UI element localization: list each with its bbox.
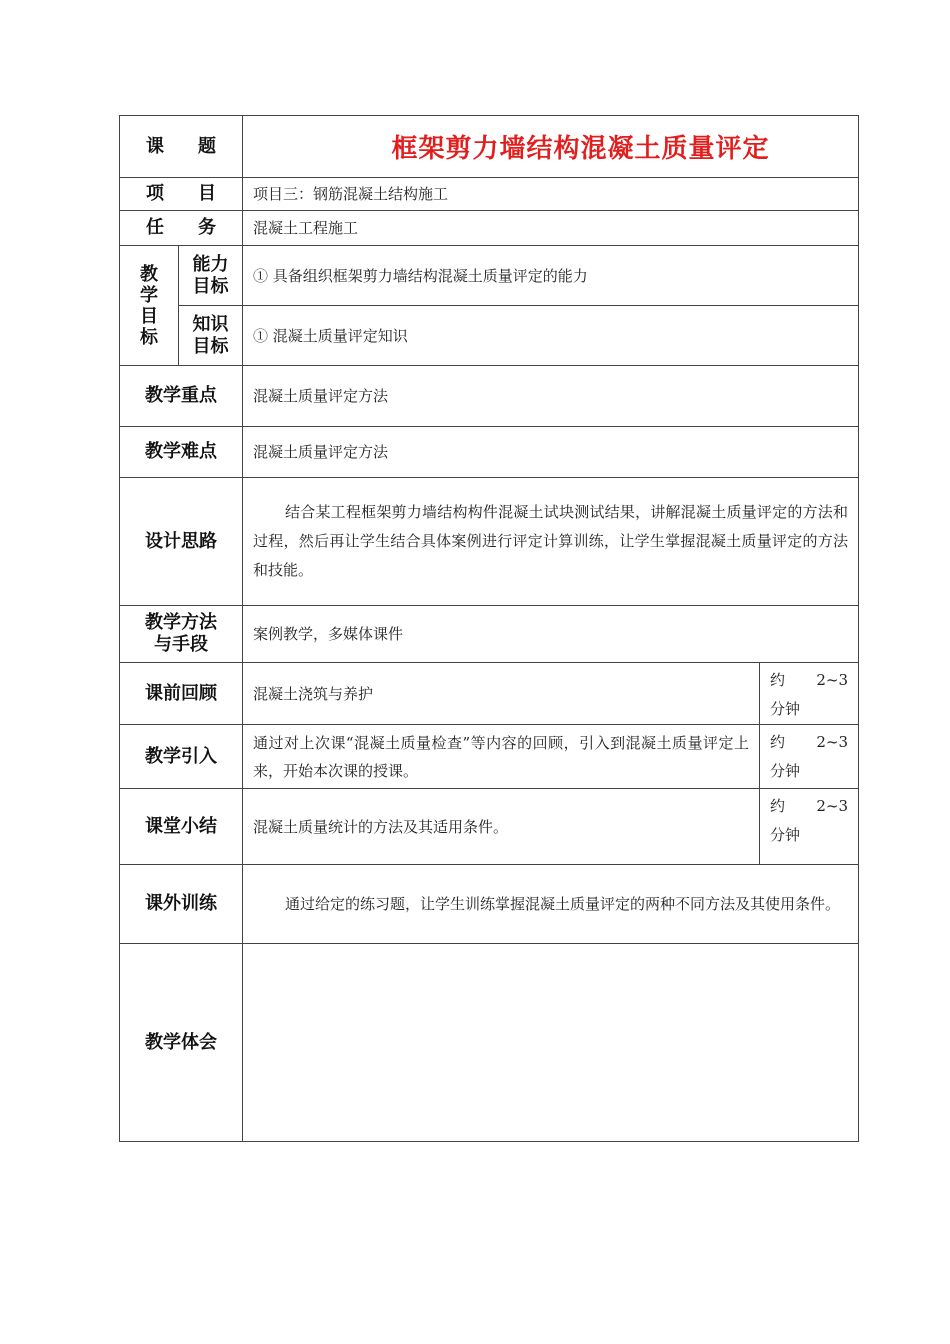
ability-objective-value: ① 具备组织框架剪力墙结构混凝土质量评定的能力 xyxy=(243,246,859,306)
lesson-title: 框架剪力墙结构混凝土质量评定 xyxy=(243,116,859,178)
row-task xyxy=(120,211,859,246)
project-value: 项目三：钢筋混凝土结构施工 xyxy=(243,178,859,211)
methods-label: 教学方法 与手段 xyxy=(120,606,243,663)
knowledge-objective-label: 知识 目标 xyxy=(179,306,243,366)
methods-value: 案例教学，多媒体课件 xyxy=(243,606,859,663)
reflection-value[interactable] xyxy=(243,944,859,1142)
key-points-value: 混凝土质量评定方法 xyxy=(243,366,859,427)
knowledge-objective-value: ① 混凝土质量评定知识 xyxy=(243,306,859,366)
summary-duration: 约 2~3 分钟 xyxy=(760,789,859,865)
difficulties-label: 教学难点 xyxy=(120,427,243,478)
row-difficulties xyxy=(120,427,859,478)
row-topic xyxy=(120,116,859,178)
intro-duration: 约 2~3 分钟 xyxy=(760,725,859,789)
row-ability-objective xyxy=(120,246,859,306)
row-project xyxy=(120,178,859,211)
row-knowledge-objective xyxy=(120,306,859,366)
row-reflection xyxy=(120,944,859,1142)
row-intro xyxy=(120,725,859,789)
project-label: 项 目 xyxy=(120,178,243,211)
key-points-label: 教学重点 xyxy=(120,366,243,427)
homework-value: 通过给定的练习题，让学生训练掌握混凝土质量评定的两种不同方法及其使用条件。 xyxy=(243,865,859,944)
intro-value: 通过对上次课“混凝土质量检查”等内容的回顾，引入到混凝土质量评定上来，开始本次课的授课。 xyxy=(243,725,760,789)
objectives-label: 教 学 目 标 xyxy=(120,246,179,366)
summary-value: 混凝土质量统计的方法及其适用条件。 xyxy=(243,789,760,865)
row-key-points xyxy=(120,366,859,427)
row-review xyxy=(120,663,859,725)
task-value: 混凝土工程施工 xyxy=(243,211,859,246)
homework-label: 课外训练 xyxy=(120,865,243,944)
summary-label: 课堂小结 xyxy=(120,789,243,865)
reflection-label: 教学体会 xyxy=(120,944,243,1142)
row-summary xyxy=(120,789,859,865)
task-label: 任 务 xyxy=(120,211,243,246)
review-duration: 约 2~3 分钟 xyxy=(760,663,859,725)
review-label: 课前回顾 xyxy=(120,663,243,725)
difficulties-value: 混凝土质量评定方法 xyxy=(243,427,859,478)
design-value: 结合某工程框架剪力墙结构构件混凝土试块测试结果，讲解混凝土质量评定的方法和过程，然后再让学生结合具体案例进行评定计算训练，让学生掌握混凝土质量评定的方法和技能。 xyxy=(243,478,859,606)
row-methods xyxy=(120,606,859,663)
review-value: 混凝土浇筑与养护 xyxy=(243,663,760,725)
row-design xyxy=(120,478,859,606)
ability-objective-label: 能力 目标 xyxy=(179,246,243,306)
intro-label: 教学引入 xyxy=(120,725,243,789)
lesson-plan-table xyxy=(119,115,859,1142)
topic-label: 课 题 xyxy=(120,116,243,178)
design-label: 设计思路 xyxy=(120,478,243,606)
row-homework xyxy=(120,865,859,944)
